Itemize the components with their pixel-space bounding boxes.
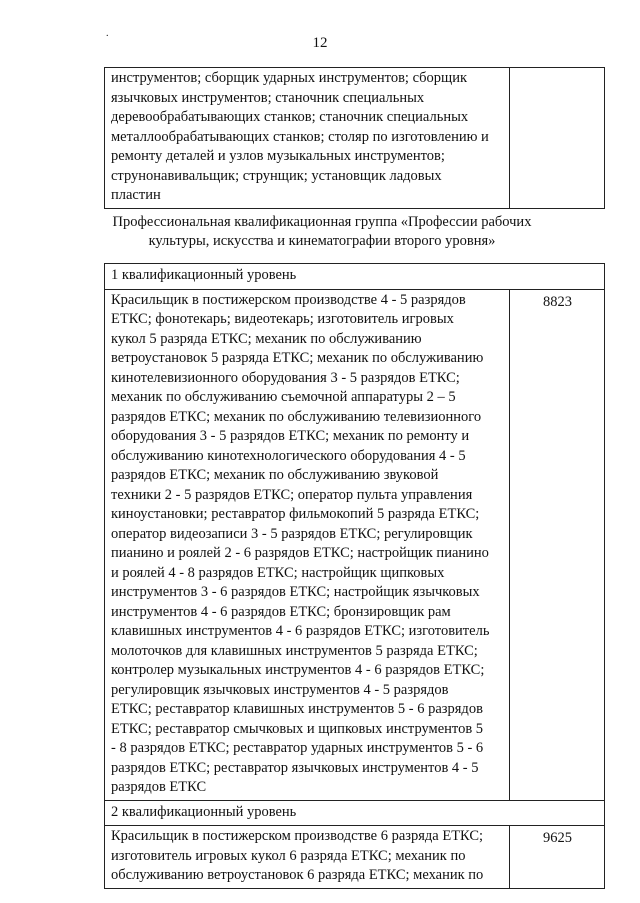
text-line: контролер музыкальных инструментов 4 - 6 разрядов ЕТКС; (111, 662, 485, 678)
level-2-professions (105, 826, 510, 889)
level-1-salary: 8823 (510, 289, 605, 800)
table-row (105, 800, 605, 826)
qualification-table (104, 263, 605, 889)
text-line: ремонту деталей и узлов музыкальных инструментов; (111, 148, 445, 164)
text-line: разрядов ЕТКС (111, 779, 207, 795)
text-line: ЕТКС; фонотекарь; видеотекарь; изготовитель игровых (111, 311, 454, 327)
heading-line: Профессиональная квалификационная группа «Профессии рабочих (112, 214, 532, 230)
text-line: Красильщик в постижерском производстве 6 разряда ЕТКС; (111, 828, 484, 844)
text-line: струнонавивальщик; струнщик; установщик ладовых (111, 167, 442, 184)
level-1-label: 1 квалификационный уровень (105, 264, 605, 290)
table-row (105, 826, 605, 889)
text-line: киноустановки; реставратор фильмокопий 5 разряда ЕТКС; (111, 506, 480, 522)
text-line: разрядов ЕТКС; механик по обслуживанию телевизионного (111, 408, 482, 425)
text-line: ЕТКС; реставратор клавишных инструментов 5 - 6 разрядов (111, 701, 483, 717)
text-line: разрядов ЕТКС; механик по обслуживанию звуковой (111, 467, 439, 483)
level-2-salary: 9625 (510, 826, 605, 889)
text-line: ЕТКС; реставратор смычковых и щипковых инструментов 5 (111, 720, 484, 737)
text-line: молоточков для клавишных инструментов 5 разряда ЕТКС; (111, 642, 478, 659)
text-line: и роялей 4 - 8 разрядов ЕТКС; настройщик щипковых (111, 564, 445, 581)
text-line: оборудования 3 - 5 разрядов ЕТКС; механик по ремонту и (111, 428, 470, 444)
text-line: Красильщик в постижерском производстве 4 - 5 разрядов (111, 291, 466, 308)
text-line: пластин (111, 187, 161, 203)
text-line: обслуживанию кинотехнологического оборудования 4 - 5 (111, 447, 466, 464)
continuation-table (104, 67, 605, 209)
page-number: 12 (312, 35, 328, 51)
text-line: техники 2 - 5 разрядов ЕТКС; оператор пульта управления (111, 486, 473, 503)
text-line: инструментов 4 - 6 разрядов ЕТКС; бронзировщик рам (111, 603, 451, 620)
text-line: кинотелевизионного оборудования 3 - 5 разрядов ЕТКС; (111, 369, 460, 386)
text-line: инструментов; сборщик ударных инструментов; сборщик (111, 70, 468, 86)
text-line: язычковых инструментов; станочник специальных (111, 89, 425, 106)
text-line: ветроустановок 5 разряда ЕТКС; механик по обслуживанию (111, 350, 484, 366)
table-row (105, 68, 605, 209)
salary-cell (510, 68, 605, 209)
text-line: обслуживанию ветроустановок 6 разряда ЕТКС; механик по (111, 867, 484, 883)
table-row (105, 289, 605, 800)
text-line: деревообрабатывающих станков; станочник специальных (111, 109, 469, 125)
text-line: регулировщик язычковых инструментов 4 - 5 разрядов (111, 681, 449, 698)
table-row (105, 264, 605, 290)
group-heading (104, 213, 540, 251)
text-line: металлообрабатывающих станков; столяр по изготовлению и (111, 128, 489, 145)
heading-line: культуры, искусства и кинематографии второго уровня» (148, 233, 496, 249)
text-line: разрядов ЕТКС; реставратор язычковых инструментов 4 - 5 (111, 759, 479, 776)
text-line: изготовитель игровых кукол 6 разряда ЕТКС; механик по (111, 847, 466, 864)
level-1-professions (105, 289, 510, 800)
text-line: инструментов 3 - 6 разрядов ЕТКС; настройщик язычковых (111, 584, 480, 600)
text-line: оператор видеозаписи 3 - 5 разрядов ЕТКС; регулировщик (111, 525, 473, 542)
text-line: механик по обслуживанию съемочной аппаратуры 2 – 5 (111, 389, 456, 405)
level-2-label: 2 квалификационный уровень (105, 800, 605, 826)
text-line: - 8 разрядов ЕТКС; реставратор ударных инструментов 5 - 6 (111, 740, 484, 756)
text-line: клавишных инструментов 4 - 6 разрядов ЕТКС; изготовитель (111, 623, 490, 639)
scan-dot: . (106, 28, 109, 39)
text-line: пианино и роялей 2 - 6 разрядов ЕТКС; настройщик пианино (111, 545, 489, 561)
text-line: кукол 5 разряда ЕТКС; механик по обслуживанию (111, 330, 422, 347)
profession-list-cell (105, 68, 510, 209)
